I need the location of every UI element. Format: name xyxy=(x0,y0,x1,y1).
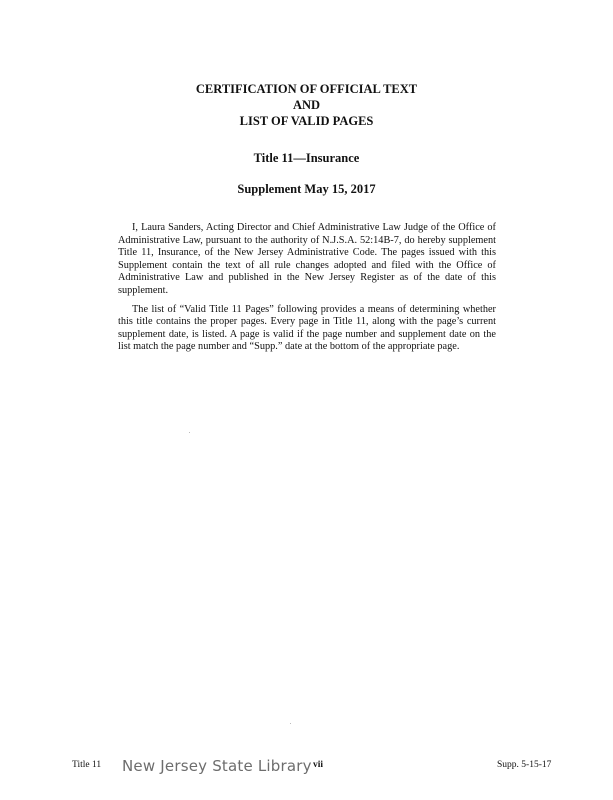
supplement-date-heading: Supplement May 15, 2017 xyxy=(237,182,376,196)
title-subheading: Title 11—Insurance xyxy=(253,151,360,165)
certification-heading xyxy=(0,81,613,129)
supplement-footer-date: Supp. 5-15-17 xyxy=(497,760,552,770)
library-stamp: New Jersey State Library xyxy=(122,757,312,775)
certification-body xyxy=(118,222,496,360)
page-footer xyxy=(0,757,613,777)
scan-speck xyxy=(290,723,291,724)
heading-line-2: AND xyxy=(292,98,321,112)
scan-speck xyxy=(189,432,190,433)
footer-title: Title 11 xyxy=(72,760,102,770)
valid-pages-paragraph: The list of “Valid Title 11 Pages” following provides a means of determining whether this title contains the proper pages. Every page in Title 11, along with the page’s current supplement date, is listed. A page is valid if the page number and supplement date on the list match the page number and “Supp.” date at the bottom of the appropriate page. xyxy=(118,303,496,353)
heading-line-1: CERTIFICATION OF OFFICIAL TEXT xyxy=(195,82,418,96)
heading-line-3: LIST OF VALID PAGES xyxy=(239,114,374,128)
certification-paragraph: I, Laura Sanders, Acting Director and Chief Administrative Law Judge of the Office of Administrative Law, pursuant to the authority of N.J.S.A. 52:14B-7, do hereby supplement Title 11, Insurance, of the New Jersey Administrative Code. The pages issued with this Supplement contain the text of all rule changes adopted and filed with the Office of Administrative Law and published in the New Jersey Register as of the date of this supplement. xyxy=(118,222,496,296)
page-number: vii xyxy=(313,760,324,770)
